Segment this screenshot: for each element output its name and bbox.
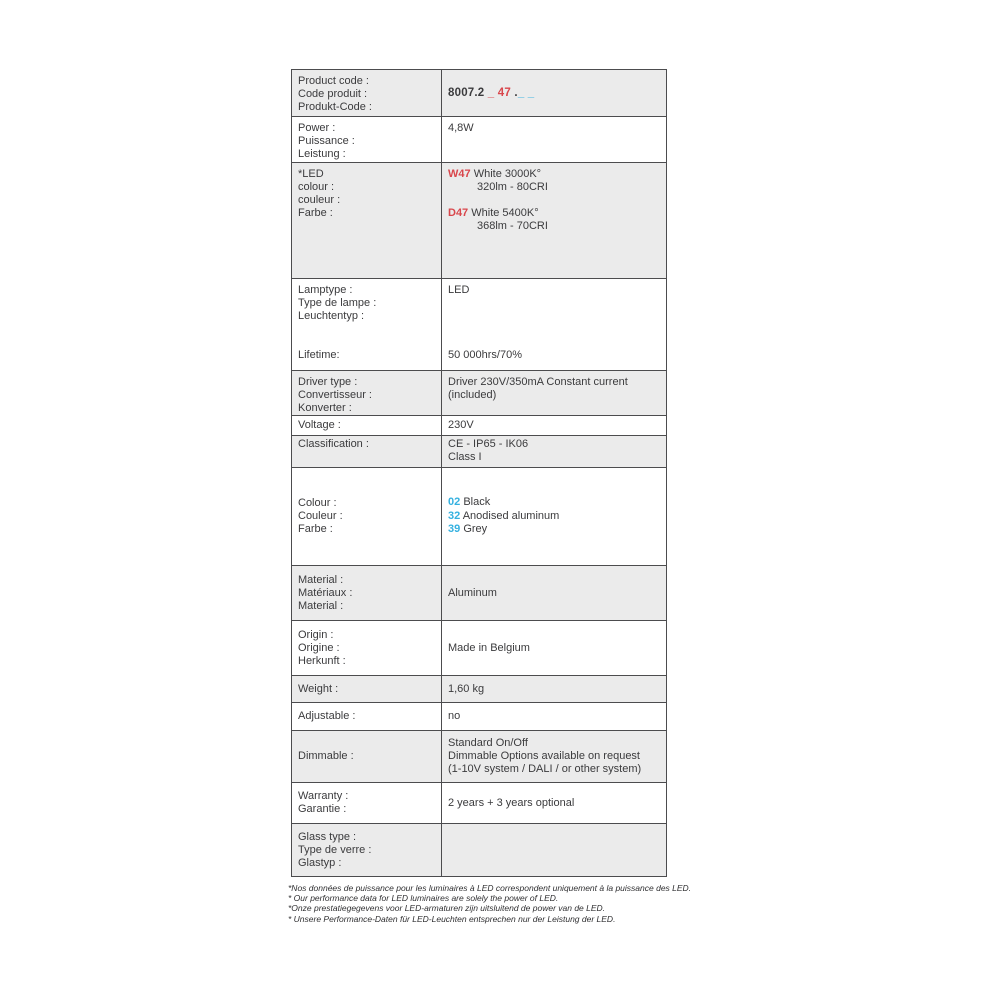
power-value: 4,8W [448, 122, 474, 134]
label-line: Product code : [298, 75, 369, 87]
footnote-de: * Unsere Performance-Daten für LED-Leuchten entsprechen nur der Leistung der LED. [288, 913, 616, 924]
label-line: Puissance : [298, 135, 355, 147]
row-label [292, 566, 442, 620]
label-line: Convertisseur : [298, 389, 372, 401]
row-label [292, 371, 442, 415]
colour-option-name: Grey [463, 523, 488, 536]
code-dot: . [514, 86, 518, 99]
label-line: Colour : [298, 497, 337, 509]
row-classification [292, 436, 666, 468]
colour-option-code: 39 [448, 523, 461, 536]
label-line: Leuchtentyp : [298, 310, 365, 322]
label-line: Warranty : [298, 790, 349, 802]
colour-option-name: Black [463, 496, 491, 509]
code-placeholder-1: _ [487, 86, 495, 99]
weight-value: 1,60 kg [448, 682, 485, 695]
material-value: Aluminum [448, 586, 497, 599]
label-line: Konverter : [298, 402, 352, 414]
colour-option-code: 02 [448, 496, 461, 509]
value-line: CE - IP65 - IK06 [448, 438, 529, 450]
value-line: Driver 230V/350mA Constant current [448, 376, 628, 388]
row-label [292, 824, 442, 876]
footnote-nl: *Onze prestatiegegevens voor LED-armaturen zijn uitsluitend de power van de LED. [288, 903, 606, 914]
row-dimmable [292, 731, 666, 783]
label-line: Material : [298, 599, 344, 612]
label-line: Matériaux : [298, 586, 353, 599]
footnote-fr: *Nos données de puissance pour les luminaires à LED correspondent uniquement à la puissance des LED. [288, 883, 692, 893]
lifetime-label: Lifetime: [298, 349, 340, 361]
led-option-detail: 368lm - 70CRI [477, 220, 548, 232]
row-label: Classification : [292, 436, 442, 467]
product-code-value [442, 70, 666, 116]
label-line: Lamptype : [298, 284, 353, 296]
row-label: Voltage : [292, 416, 442, 435]
value-line: Standard On/Off [448, 737, 528, 749]
row-adjustable [292, 703, 666, 731]
led-option-name: White 3000K° [473, 168, 542, 180]
product-spec-table [291, 69, 667, 877]
led-option-code: W47 [448, 168, 471, 180]
driver-value [442, 371, 666, 415]
row-label [292, 70, 442, 116]
row-label [292, 163, 442, 278]
label-line: Farbe : [298, 523, 333, 535]
row-origin [292, 621, 666, 676]
row-label: Adjustable : [292, 703, 442, 730]
warranty-value: 2 years + 3 years optional [448, 796, 575, 809]
row-driver-type [292, 371, 666, 416]
origin-value: Made in Belgium [448, 641, 530, 654]
led-colour-value [442, 163, 666, 278]
colour-option [448, 510, 660, 524]
row-lamptype [292, 279, 666, 371]
label-line: Code produit : [298, 88, 368, 100]
colour-option-name: Anodised aluminum [462, 509, 560, 522]
row-label [292, 468, 442, 565]
row-label [292, 279, 442, 370]
code-variant: 47 [497, 86, 511, 99]
row-product-code [292, 70, 666, 117]
label-line: Type de lampe : [298, 297, 377, 309]
value-line: (included) [448, 389, 497, 401]
row-colour [292, 468, 666, 566]
classification-value [442, 436, 666, 467]
colour-option [448, 496, 660, 510]
label-line: Origin : [298, 628, 334, 641]
row-weight [292, 676, 666, 703]
lifetime-value: 50 000hrs/70% [448, 349, 522, 361]
label-line: Garantie : [298, 803, 347, 815]
product-code [448, 87, 660, 100]
label-line: Glastyp : [298, 856, 342, 869]
lamptype-value [442, 279, 666, 370]
colour-value [442, 468, 666, 565]
row-voltage [292, 416, 666, 436]
row-label [292, 621, 442, 675]
row-material [292, 566, 666, 621]
footnotes [288, 883, 748, 924]
lamptype: LED [448, 284, 470, 296]
value-line: (1-10V system / DALI / or other system) [448, 763, 642, 775]
label-line: Type de verre : [298, 843, 372, 856]
label-line: Power : [298, 122, 336, 134]
led-option-line [448, 168, 660, 181]
value-line: Dimmable Options available on request [448, 750, 640, 762]
voltage-value: 230V [448, 419, 474, 431]
led-option-line [448, 207, 660, 220]
row-glass-type [292, 824, 666, 876]
label-line: Driver type : [298, 376, 358, 388]
row-label: Weight : [292, 676, 442, 702]
adjustable-value: no [448, 710, 461, 722]
label-line: Farbe : [298, 207, 333, 219]
led-option [448, 207, 660, 233]
led-option-name: White 5400K° [471, 207, 539, 219]
dimmable-value [442, 731, 666, 782]
led-option-detail: 320lm - 80CRI [477, 181, 548, 193]
code-base: 8007.2 [448, 86, 485, 99]
label-line: Couleur : [298, 510, 343, 522]
value-line: Class I [448, 451, 482, 463]
label-line: *LED [298, 168, 324, 180]
row-power [292, 117, 666, 163]
colour-option-code: 32 [448, 509, 461, 522]
label-line: Leistung : [298, 148, 346, 160]
label-line: Origine : [298, 641, 340, 654]
row-label [292, 783, 442, 823]
label-line: couleur : [298, 194, 341, 206]
row-label [292, 117, 442, 162]
code-placeholder-2: _ _ [517, 86, 535, 99]
label-line: colour : [298, 181, 335, 193]
footnote-en: * Our performance data for LED luminaires are solely the power of LED. [288, 893, 559, 904]
led-option-code: D47 [448, 207, 469, 219]
label-line: Material : [298, 573, 344, 586]
label-line: Herkunft : [298, 654, 346, 667]
row-label: Dimmable : [292, 731, 442, 782]
glass-value [442, 824, 666, 876]
row-warranty [292, 783, 666, 824]
label-line: Glass type : [298, 830, 357, 843]
led-option [448, 168, 660, 194]
label-line: Produkt-Code : [298, 101, 372, 113]
row-led-colour [292, 163, 666, 279]
colour-option [448, 523, 660, 537]
